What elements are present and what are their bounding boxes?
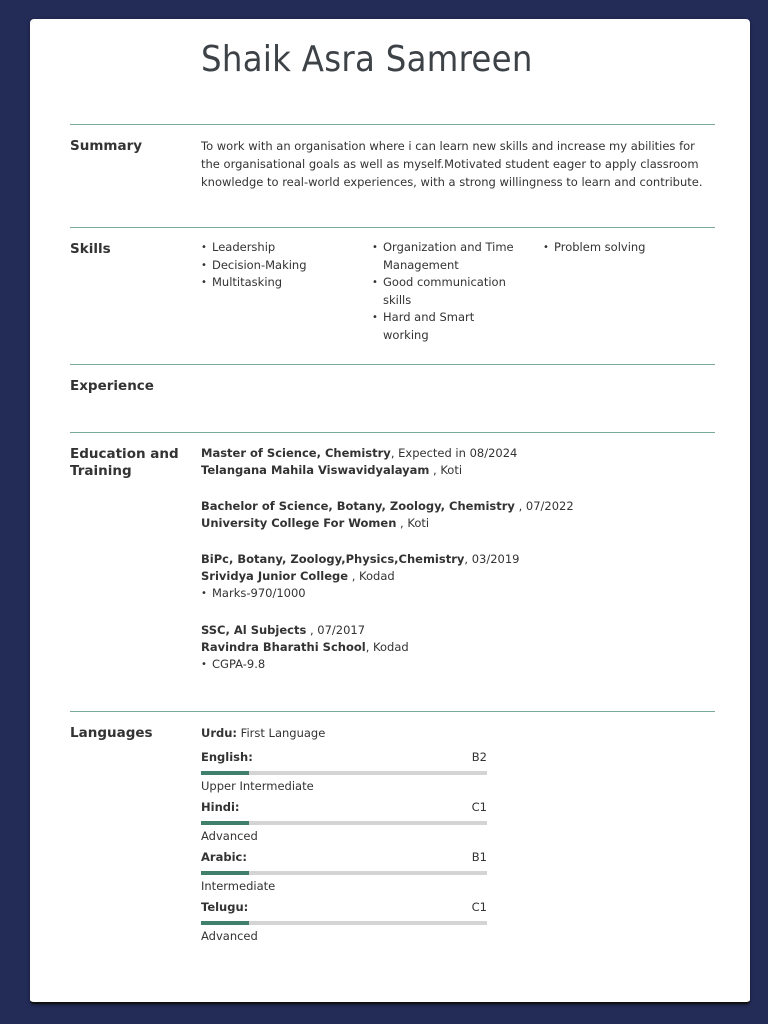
degree: Master of Science, Chemistry (201, 446, 391, 460)
summary-text: To work with an organisation where i can learn new skills and increase my abilities for the organisational goals as well as myself.Motivated student eager to apply classroom knowledge to real-world experiences, with a strong willingness to learn and contribute. (201, 139, 703, 189)
skills-column-2 (372, 239, 522, 344)
language-name: Arabic: (201, 850, 247, 864)
language-level: C1 (471, 900, 487, 914)
language-name: Hindi: (201, 800, 240, 814)
section-divider (70, 364, 715, 365)
language-description: Advanced (201, 829, 258, 843)
language-native (201, 725, 487, 741)
candidate-name: Shaik Asra Samreen (201, 39, 533, 80)
education-entry (201, 551, 701, 602)
section-divider (70, 432, 715, 433)
language-name: Urdu: (201, 726, 238, 740)
school: Telangana Mahila Viswavidyalayam (201, 463, 430, 477)
school-place: , Koti (396, 516, 430, 530)
skill-item: • Decision-Making (201, 257, 361, 275)
section-divider (70, 227, 715, 228)
summary-label: Summary (70, 138, 143, 154)
education-note: • CGPA-9.8 (201, 656, 701, 673)
education-entry (201, 622, 701, 673)
education-label: Education and Training (70, 446, 179, 479)
language-level-fill (201, 921, 249, 925)
education-note: • Marks-970/1000 (201, 585, 701, 602)
skills-label: Skills (70, 241, 111, 257)
school: Srividya Junior College (201, 569, 349, 583)
language-entry (201, 849, 487, 894)
degree-date: , Expected in 08/2024 (390, 446, 518, 460)
language-level-bar (201, 871, 487, 875)
degree: BiPc, Botany, Zoology,Physics,Chemistry (201, 552, 465, 566)
language-level-bar (201, 771, 487, 775)
school: Ravindra Bharathi School (201, 640, 366, 654)
skills-column-3 (543, 239, 703, 257)
section-divider (70, 711, 715, 712)
school-place: , Kodad (365, 640, 409, 654)
degree-date: , 07/2017 (306, 623, 366, 637)
language-description: Upper Intermediate (201, 779, 314, 793)
degree-date: , 03/2019 (464, 552, 520, 566)
language-level-fill (201, 821, 249, 825)
language-description: Intermediate (201, 879, 276, 893)
resume-page (30, 19, 750, 1004)
language-level-bar (201, 921, 487, 925)
school: University College For Women (201, 516, 397, 530)
language-level: B1 (471, 850, 487, 864)
section-divider (70, 124, 715, 125)
school-place: , Kodad (348, 569, 395, 583)
language-level-fill (201, 871, 249, 875)
skill-item: • Multitasking (201, 274, 361, 292)
skill-item: • Leadership (201, 239, 361, 257)
degree: Bachelor of Science, Botany, Zoology, Chemistry (201, 499, 515, 513)
skill-item: • Organization and Time Management (372, 239, 522, 274)
language-entry (201, 749, 487, 794)
degree: SSC, Al Subjects (201, 623, 307, 637)
language-description: Advanced (201, 929, 258, 943)
skill-item: • Good communication skills (372, 274, 522, 309)
language-level: B2 (471, 750, 487, 764)
degree-date: , 07/2022 (514, 499, 574, 513)
languages-label: Languages (70, 725, 153, 741)
language-name: English: (201, 750, 253, 764)
language-level-bar (201, 821, 487, 825)
language-level-fill (201, 771, 249, 775)
language-entry (201, 899, 487, 944)
skill-item: • Problem solving (543, 239, 703, 257)
education-entry (201, 498, 701, 532)
school-place: , Koti (429, 463, 463, 477)
experience-label: Experience (70, 378, 154, 394)
education-entry (201, 445, 701, 479)
skill-item: • Hard and Smart working (372, 309, 522, 344)
language-entry (201, 799, 487, 844)
language-value: First Language (237, 726, 326, 740)
language-name: Telugu: (201, 900, 249, 914)
skills-column-1 (201, 239, 361, 292)
language-level: C1 (471, 800, 487, 814)
